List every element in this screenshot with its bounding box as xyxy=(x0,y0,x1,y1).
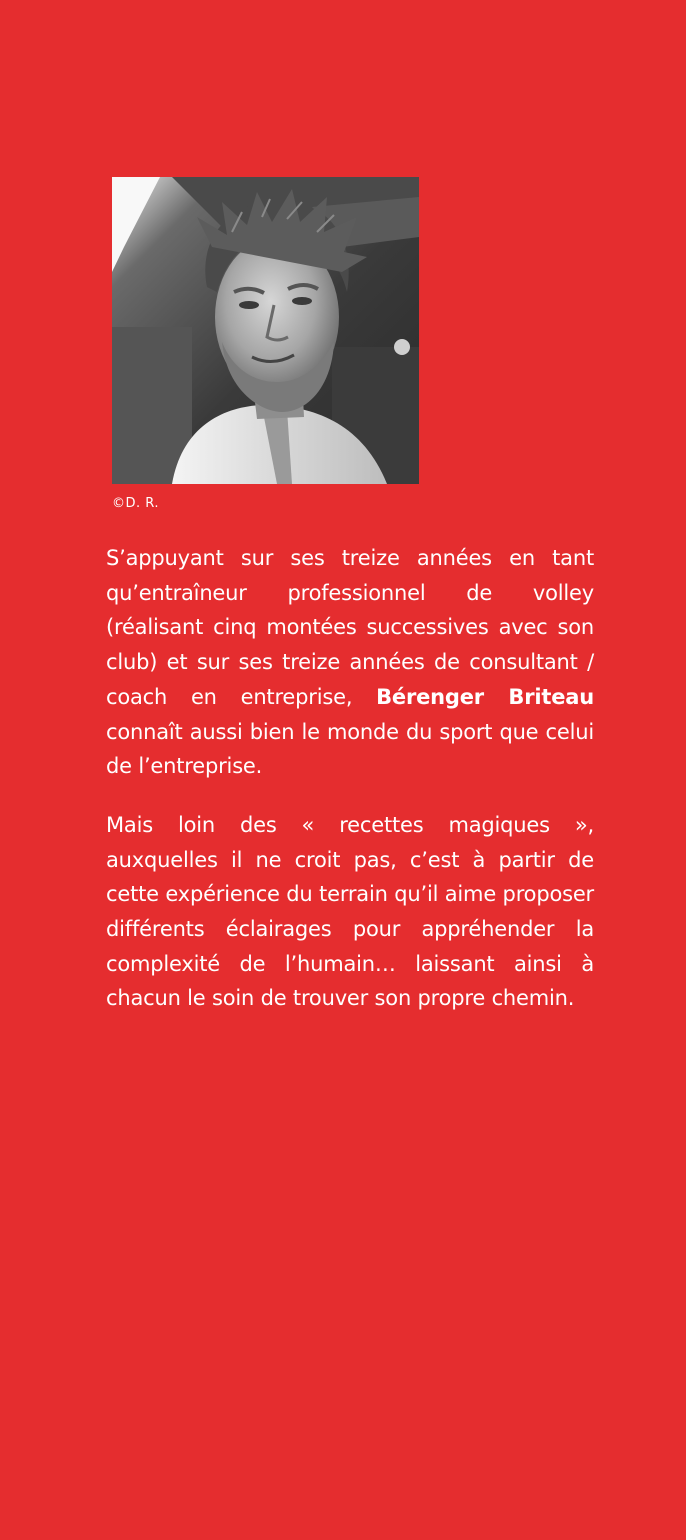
bio-paragraph-1-start: S’appuyant sur ses treize années en tant qu’entraîneur professionnel de volley (réalisant cinq montées successives avec son club) et sur ses treize années de consultant / coach en entreprise, xyxy=(106,546,594,709)
author-portrait-icon xyxy=(112,177,419,484)
author-name: Bérenger Briteau xyxy=(376,684,594,709)
bio-paragraph-2: Mais loin des « recettes magiques », auxquelles il ne croit pas, c’est à partir de cette expérience du terrain qu’il aime proposer différents éclairages pour appréhender la complexité de l’humain… laissant ainsi à chacun le soin de trouver son propre chemin. xyxy=(106,812,594,1011)
bio-paragraph-1-end: connaît aussi bien le monde du sport que celui de l’entreprise. xyxy=(106,719,594,779)
photo-credit: ©D. R. xyxy=(112,496,159,511)
page-edge xyxy=(686,0,700,1540)
bio-paragraph-1 xyxy=(106,541,594,784)
author-photo xyxy=(112,177,419,484)
author-bio xyxy=(106,541,594,1016)
